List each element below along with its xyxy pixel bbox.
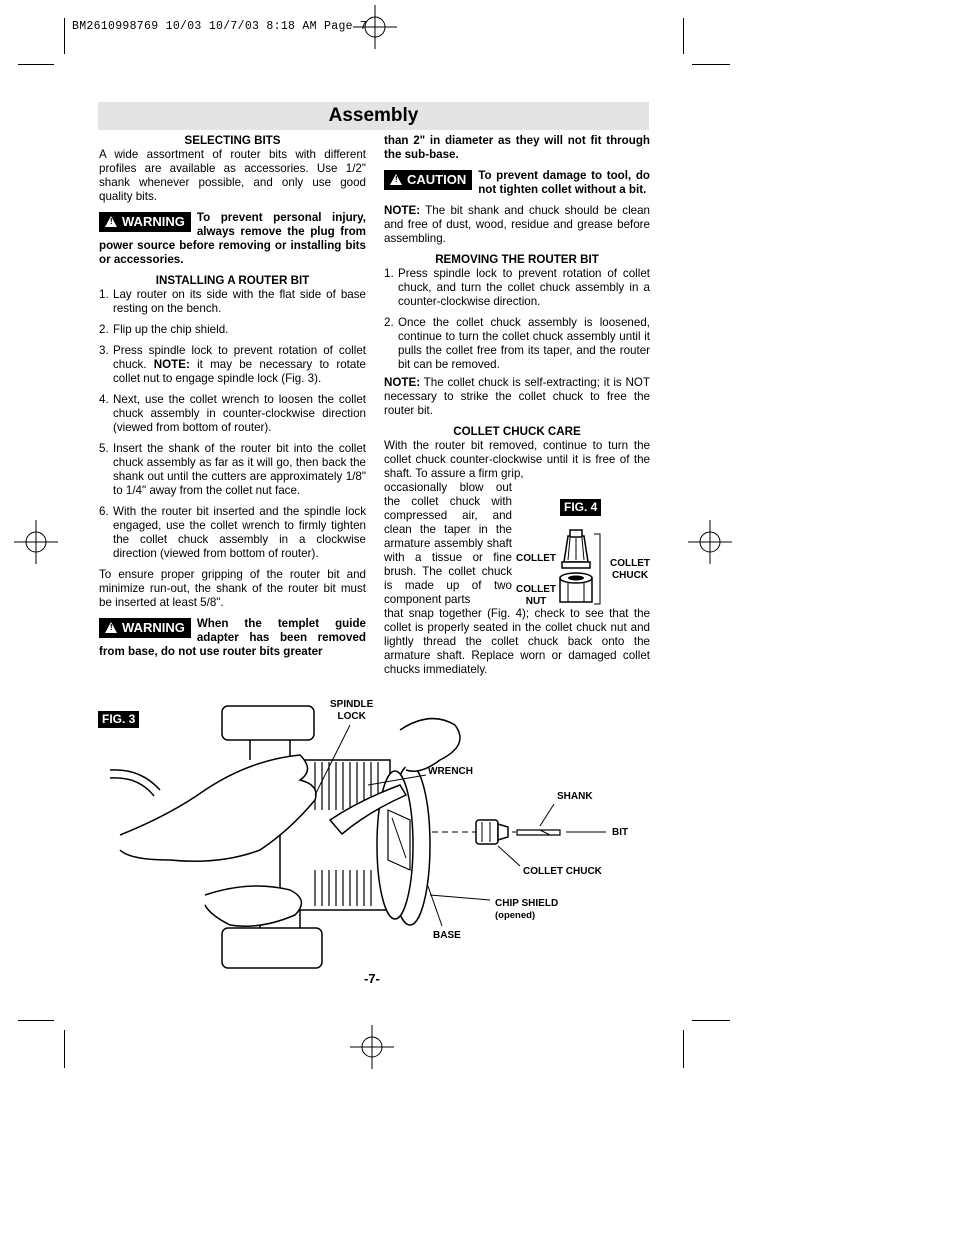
step-text: Lay router on its side with the flat side of base resting on the bench.	[113, 288, 366, 315]
registration-mark	[688, 520, 732, 564]
crop-mark	[64, 18, 65, 54]
list-item	[99, 323, 366, 337]
note-text: The collet chuck is self-extracting; it is NOT necessary to strike the collet chuck to free the router bit.	[384, 376, 650, 417]
page-title: Assembly	[328, 105, 419, 126]
crop-mark	[692, 1020, 730, 1021]
collet-nut-label	[516, 584, 556, 608]
list-item	[99, 505, 366, 561]
removing-steps	[384, 267, 650, 372]
crop-mark	[683, 1030, 684, 1068]
label-line: COLLET	[610, 558, 650, 569]
caution-badge	[384, 170, 472, 190]
router-bit-installation-illustration	[110, 700, 640, 975]
warning-badge-label: WARNING	[122, 214, 185, 229]
warning-badge	[99, 212, 191, 232]
caution-block	[384, 169, 650, 197]
caution-badge-label: CAUTION	[407, 172, 467, 187]
warning-triangle-icon: !	[105, 216, 117, 227]
fig4-label: FIG. 4	[560, 499, 601, 516]
warning-triangle-icon: !	[105, 622, 117, 633]
label-line: SPINDLE	[330, 699, 374, 710]
step-text: Press spindle lock to prevent rotation of collet chuck, and turn the collet chuck assembly in a counter-clockwise direction.	[398, 267, 650, 308]
warning-badge	[99, 618, 191, 638]
step-text: Once the collet chuck assembly is loosened, continue to turn the collet chuck assembly until it pulls the collet free from its taper, and the router bit can be removed.	[398, 316, 650, 371]
installing-steps	[99, 288, 366, 561]
step-text: it may be necessary to rotate collet nut to engage spindle lock (Fig. 3).	[113, 358, 366, 385]
collet-care-text: occasionally blow out the collet chuck with compressed air, and clean the taper in the armature assembly shaft with a tissue or fine brush. The collet chuck is made up of two component parts	[384, 481, 512, 606]
continued-warning-text: than 2" in diameter as they will not fit through the sub-base.	[384, 134, 650, 161]
label-line: COLLET	[516, 584, 556, 595]
selecting-bits-text: A wide assortment of router bits with different profiles are available as accessories. Use 1/2" shank whenever possible, and only use good quality bits.	[99, 148, 366, 203]
list-item	[99, 393, 366, 435]
note-label: NOTE:	[153, 358, 190, 371]
removing-heading: REMOVING THE ROUTER BIT	[435, 253, 599, 266]
collet-label: COLLET	[516, 553, 556, 564]
registration-mark	[14, 520, 58, 564]
label-line: CHUCK	[611, 570, 649, 581]
warning-badge-label: WARNING	[122, 620, 185, 635]
step-number: 3.	[99, 344, 109, 357]
step-text: With the router bit inserted and the spindle lock engaged, use the collet wrench to firmly tighten the collet chuck assembly in a clockwise direction (viewed from bottom of router).	[113, 505, 366, 560]
warning-block	[99, 211, 366, 267]
crop-mark	[692, 64, 730, 65]
bit-label: BIT	[612, 827, 629, 838]
left-column	[99, 134, 366, 659]
list-item	[99, 344, 366, 386]
installing-heading: INSTALLING A ROUTER BIT	[155, 274, 310, 287]
fig3-label: FIG. 3	[98, 711, 139, 728]
warning-block	[99, 617, 366, 659]
gripping-text: To ensure proper gripping of the router bit and minimize run-out, the shank of the router bit must be inserted at least 5/8".	[99, 568, 366, 609]
caution-triangle-icon: !	[390, 174, 402, 185]
label-line: CHIP SHIELD	[495, 898, 559, 909]
label-line: (opened)	[495, 910, 536, 921]
step-number: 6.	[99, 505, 109, 518]
base-label: BASE	[433, 930, 461, 941]
collet-care-heading: COLLET CHUCK CARE	[453, 425, 581, 438]
list-item	[99, 288, 366, 316]
chip-shield-label	[495, 898, 558, 922]
step-number: 2.	[384, 316, 394, 329]
step-number: 2.	[99, 323, 109, 336]
crop-mark	[64, 1030, 65, 1068]
step-text: Insert the shank of the router bit into the collet chuck assembly as far as it will go, then back the shank out until the cutters are approximately 1/8" to 1/4" away from the collet nut face.	[113, 442, 366, 497]
collet-chuck-label: COLLET CHUCK	[523, 866, 602, 877]
registration-mark	[353, 5, 397, 49]
step-number: 5.	[99, 442, 109, 455]
note-label: NOTE:	[384, 376, 421, 389]
selecting-bits-heading: SELECTING BITS	[184, 134, 281, 147]
list-item	[384, 316, 650, 372]
note-paragraph	[384, 376, 650, 418]
step-number: 4.	[99, 393, 109, 406]
page-number: -7-	[364, 971, 380, 986]
step-number: 1.	[384, 267, 394, 280]
section-title-bar	[98, 102, 649, 130]
step-text: Flip up the chip shield.	[113, 323, 229, 336]
caution-text: To prevent damage to tool, do not tighten collet without a bit.	[478, 169, 650, 196]
crop-mark	[18, 64, 54, 65]
list-item	[99, 442, 366, 498]
warning-text: When the templet guide adapter has been removed from base, do not use router bits greater	[99, 617, 366, 658]
crop-mark	[18, 1020, 54, 1021]
step-number: 1.	[99, 288, 109, 301]
wrench-label: WRENCH	[428, 766, 473, 777]
print-slug: BM2610998769 10/03 10/7/03 8:18 AM Page 7	[72, 20, 368, 33]
step-text: Press spindle lock to prevent rotation of collet chuck.	[113, 344, 366, 371]
collet-chuck-label	[610, 558, 650, 582]
collet-care-text: With the router bit removed, continue to turn the collet chuck counter-clockwise until it is free of the shaft. To assure a firm grip,	[384, 439, 650, 480]
label-line: NUT	[525, 596, 547, 607]
crop-mark	[683, 18, 684, 54]
shank-label: SHANK	[557, 791, 593, 802]
step-text: Next, use the collet wrench to loosen the collet chuck assembly in counter-clockwise direction (viewed from bottom of router).	[113, 393, 366, 434]
label-line: LOCK	[337, 711, 366, 722]
warning-text: To prevent personal injury, always remove the plug from power source before removing or installing bits or accessories.	[99, 211, 366, 266]
registration-mark	[350, 1025, 394, 1069]
note-text: The bit shank and chuck should be clean and free of dust, wood, residue and grease before assembling.	[384, 204, 650, 245]
spindle-lock-label	[330, 699, 373, 723]
note-label: NOTE:	[384, 204, 421, 217]
list-item	[384, 267, 650, 309]
collet-care-text: that snap together (Fig. 4); check to see that the collet is properly seated in the collet chuck nut and lightly thread the collet chuck back onto the armature shaft. Replace worn or damaged collet chucks immediately.	[384, 607, 650, 676]
note-paragraph	[384, 204, 650, 246]
